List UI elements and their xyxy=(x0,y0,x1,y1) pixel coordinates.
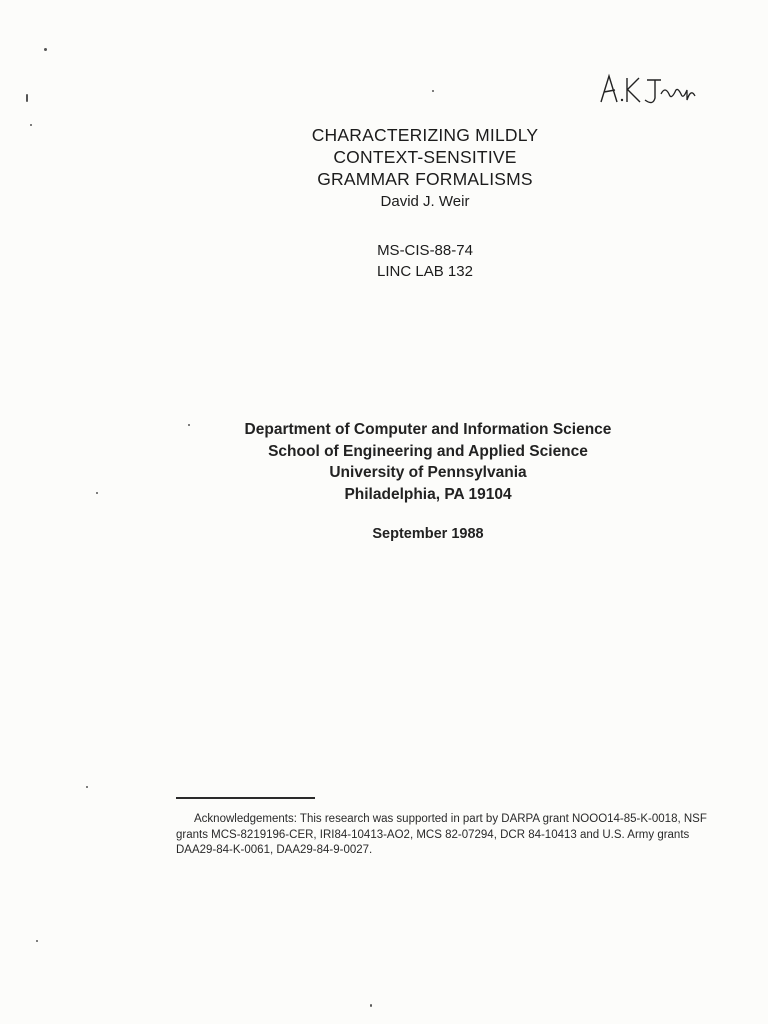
footnote-rule xyxy=(176,797,315,799)
acknowledgements-label: Acknowledgements: xyxy=(194,813,297,825)
lab-number: LINC LAB 132 xyxy=(377,263,473,280)
scan-speck xyxy=(432,90,434,92)
address: Philadelphia, PA 19104 xyxy=(344,485,512,503)
affiliation xyxy=(0,419,768,505)
handwritten-signature xyxy=(595,70,705,110)
acknowledgements xyxy=(176,812,716,859)
university: University of Pennsylvania xyxy=(329,464,527,481)
scan-speck xyxy=(26,94,28,102)
scan-speck xyxy=(96,492,98,494)
scan-speck xyxy=(370,1004,372,1007)
scan-speck xyxy=(30,124,32,126)
department: Department of Computer and Information Science xyxy=(244,421,612,438)
report-number: MS-CIS-88-74 xyxy=(377,242,473,259)
school: School of Engineering and Applied Science xyxy=(268,442,588,460)
publication-date: September 1988 xyxy=(372,526,484,542)
author: David J. Weir xyxy=(380,193,470,210)
title-line-3: GRAMMAR FORMALISMS xyxy=(317,169,533,189)
title-line-2: CONTEXT-SENSITIVE xyxy=(333,147,517,167)
scan-speck xyxy=(44,48,47,51)
report-ids xyxy=(0,240,768,282)
title-line-1: CHARACTERIZING MILDLY xyxy=(311,125,539,145)
scan-speck xyxy=(188,424,190,426)
title-block xyxy=(0,124,768,212)
scan-speck xyxy=(36,940,38,942)
scan-speck xyxy=(86,786,88,788)
acknowledgements-text: This research was supported in part by DARPA grant NOOO14-85-K-0018, NSF grants MCS-8219196-CER, IRI84-10413-AO2, MCS 82-07294, DCR 84-10413 and U.S. Army grants DAA29-84-K-0061, DAA29-84-9-0027. xyxy=(176,813,707,856)
